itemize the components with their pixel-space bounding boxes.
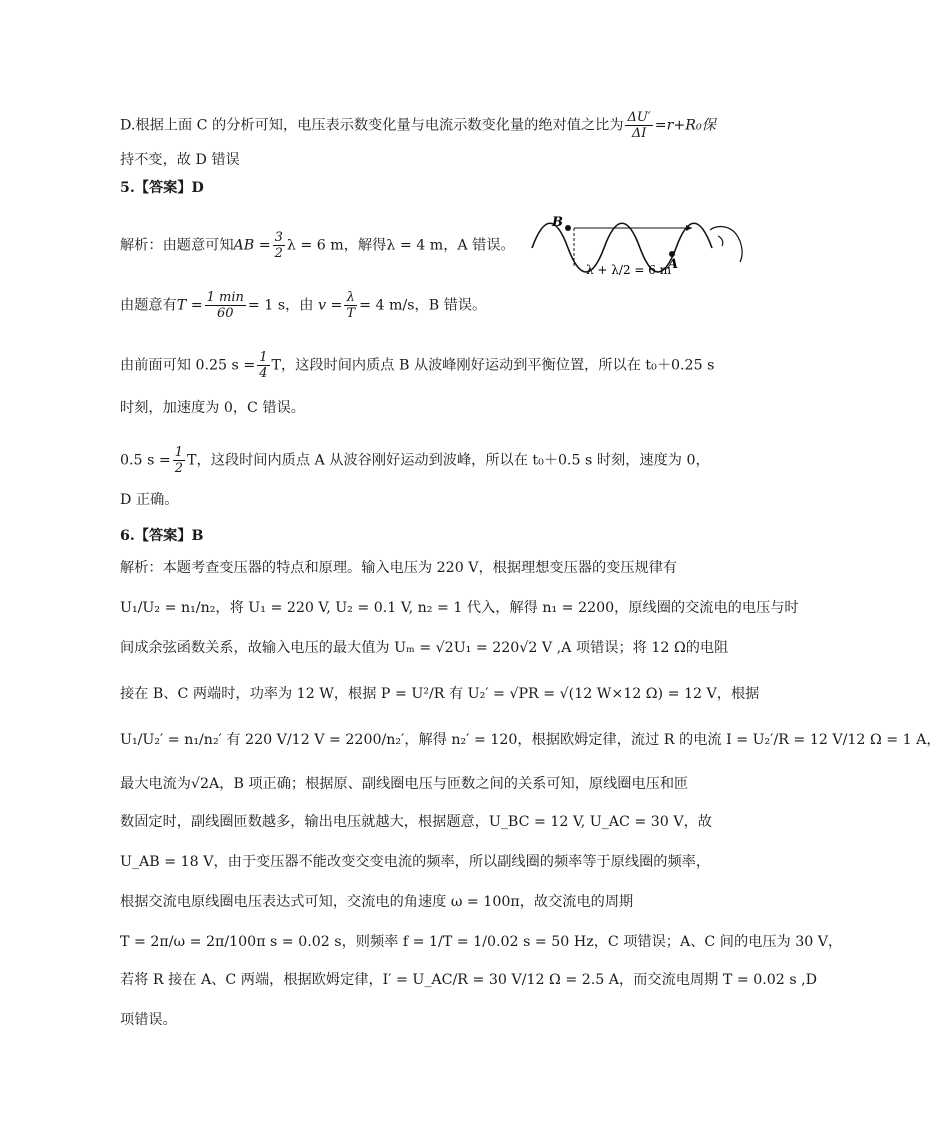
text-segment: T，这段时间内质点 B 从波峰刚好运动到平衡位置，所以在 t₀＋0.25 s — [271, 357, 715, 374]
hand-icon — [710, 227, 742, 262]
answer-heading: 6.【答案】B — [120, 528, 204, 544]
text-line — [120, 445, 710, 476]
text-line: U₁/U₂′ = n₁/n₂′ 有 220 V/12 V = 2200/n₂′，解得 n₂′ = 120，根据欧姆定律，流过 R 的电流 I = U₂′/R = 12 V/12 Ω = 1 A， — [120, 732, 941, 748]
fraction — [205, 290, 246, 321]
text-line: T = 2π/ω = 2π/100π s = 0.02 s，则频率 f = 1/T = 1/0.02 s = 50 Hz，C 项错误；A、C 间的电压为 30 V， — [120, 934, 843, 950]
denominator: 2 — [174, 461, 184, 476]
text-segment: 解析：由题意可知 — [120, 237, 234, 254]
text-line: 由题意有T = $\frac{1 \min}{60}$ = 1 s，由 v = $\frac{\lambda}{T}$ = 4 m/s，B 错误。 — [120, 290, 487, 321]
text-line: 时刻，加速度为 0，C 错误。 — [120, 400, 305, 416]
text-line: 间成余弦函数关系，故输入电压的最大值为 Uₘ = √2U₁ = 220√2 V ,A 项错误；将 12 Ω的电阻 — [120, 640, 729, 656]
text-line: 解析：由题意可知AB = $\frac{3}{2}$ λ = 6 m，解得λ = 4 m，A 错误。 — [120, 230, 515, 261]
point-B — [565, 225, 571, 231]
text-line: U₁/U₂ = n₁/n₂，将 U₁ = 220 V, U₂ = 0.1 V, n₂ = 1 代入，解得 n₁ = 2200，原线圈的交流电的电压与时 — [120, 600, 799, 616]
text-segment: 由前面可知 0.25 s = — [120, 357, 256, 374]
text-segment: T，这段时间内质点 A 从波谷刚好运动到波峰，所以在 t₀＋0.5 s 时刻，速度为 0， — [187, 452, 710, 469]
denominator: 2 — [274, 246, 283, 261]
fraction — [273, 230, 285, 261]
text-segment: 由题意有 — [120, 297, 177, 314]
text-line: 根据交流电原线圈电压表达式可知，交流电的角速度 ω = 100π，故交流电的周期 — [120, 894, 634, 910]
numerator: 1 — [259, 350, 268, 365]
numerator: ΔU′ — [627, 110, 651, 125]
denominator: 4 — [259, 366, 268, 381]
wave-diagram — [522, 210, 752, 284]
text-segment: 0.5 s = — [120, 452, 171, 469]
text-segment: =r+R₀保 — [654, 117, 716, 134]
text-line: 持不变，故 D 错误 — [120, 152, 240, 168]
text-segment: = 4 m/s，B 错误。 — [359, 297, 487, 314]
label-length: λ + λ/2 = 6 m — [586, 263, 672, 277]
denominator: 60 — [217, 306, 234, 321]
symbol: v — [318, 297, 327, 314]
label-A: A — [668, 257, 679, 272]
symbol: T — [176, 297, 187, 314]
text-line — [120, 110, 716, 141]
text-line: 解析：本题考查变压器的特点和原理。输入电压为 220 V，根据理想变压器的变压规律有 — [120, 560, 678, 576]
text-line: 接在 B、C 两端时，功率为 12 W，根据 P = U²/R 有 U₂′ = √PR = √(12 W×12 Ω) = 12 V，根据 — [120, 686, 760, 702]
denominator: T — [346, 306, 356, 321]
fraction — [173, 445, 185, 476]
text-line: D 正确。 — [120, 492, 179, 508]
text-line: 数固定时，副线圈匝数越多，输出电压就越大，根据题意，U_BC = 12 V, U_AC = 30 V，故 — [120, 814, 712, 830]
fraction — [625, 110, 652, 141]
answer-heading: 5.【答案】D — [120, 180, 204, 196]
fraction — [344, 290, 357, 321]
numerator: 1 — [174, 445, 184, 460]
text-line: 最大电流为√2A，B 项正确；根据原、副线圈电压与匝数之间的关系可知，原线圈电压和匝 — [120, 776, 689, 792]
wave-figure — [522, 210, 752, 284]
text-line: 项错误。 — [120, 1012, 177, 1028]
text-segment: λ = 6 m，解得λ = 4 m，A 错误。 — [286, 237, 515, 254]
text-segment: = 1 s，由 — [247, 297, 314, 314]
denominator: ΔI — [631, 126, 647, 141]
fraction — [257, 350, 269, 381]
symbol: AB — [233, 237, 255, 254]
numerator: 1 min — [206, 290, 244, 305]
text-line — [120, 350, 715, 381]
numerator: 3 — [274, 230, 283, 245]
text-segment: D.根据上面 C 的分析可知，电压表示数变化量与电流示数变化量的绝对值之比为 — [120, 117, 624, 134]
text-line: U_AB = 18 V，由于变压器不能改变交变电流的频率，所以副线圈的频率等于原线圈的频率， — [120, 854, 711, 870]
text-line: 若将 R 接在 A、C 两端，根据欧姆定律，I′ = U_AC/R = 30 V/12 Ω = 2.5 A，而交流电周期 T = 0.02 s ,D — [120, 972, 817, 988]
label-B: B — [552, 215, 563, 230]
numerator: λ — [344, 290, 357, 306]
